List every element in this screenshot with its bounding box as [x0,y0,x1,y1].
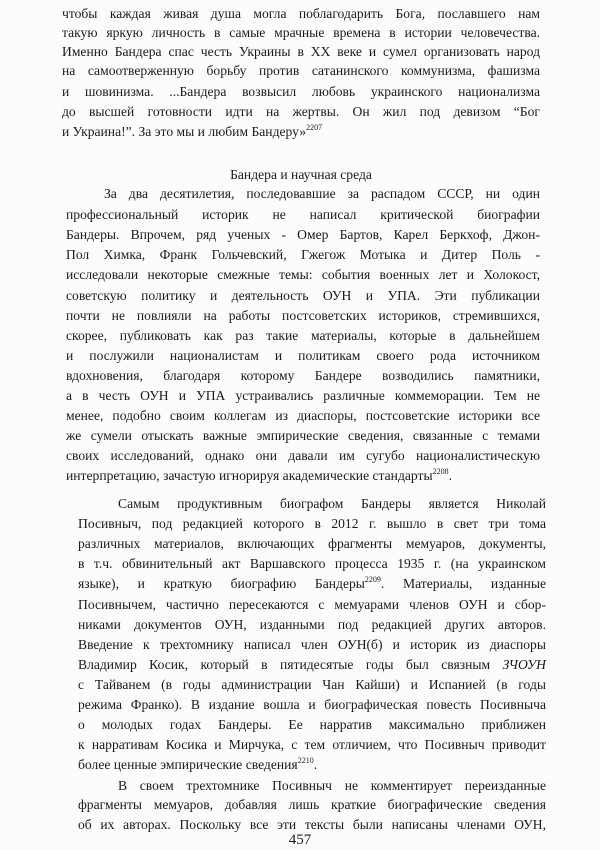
text-line: Бандеры. Впрочем, ряд ученых - Омер Бартов, Карел Беркхоф, Джон- [66,227,540,242]
text-line: более ценные эмпирические сведения$^{2210}$. [78,756,318,772]
text-line: фрагменты мемуаров, добавляя лишь краткие биографические сведения [78,797,546,812]
text-line: почти не повлияли на работы постсоветских историков, стремившихся, [66,308,540,323]
footnote-ref[interactable]: 2210 [297,756,314,765]
text-line: Введение к трехтомнику написал член ОУН(б) и историк из диаспоры [78,637,546,652]
footnote-ref[interactable]: 2207 [306,123,323,132]
text-line: Пол Химка, Франк Гольчевский, Гжегож Мотыка и Дитер Поль - [66,247,540,262]
text-line: Именно Бандера спас честь Украины в XX веке и сумел организовать народ [62,44,540,59]
text-line: Владимир Косик, который в пятидесятые годы был связным ЗЧОУН [78,657,546,672]
text-line: чтобы каждая живая душа могла поблагодарить Бога, пославшего нам [62,6,540,21]
text-line: об их авторах. Поскольку все эти тексты были написаны членами ОУН, [78,817,546,832]
text-line: За два десятилетия, последовавшие за распадом СССР, ни один [104,186,540,201]
text-line: вдохновения, благодаря которому Бандере возводились памятники, [66,368,540,383]
italic-abbreviation: ЗЧОУН [490,657,546,672]
text-line: в т.ч. обвинительный акт Варшавского процесса 1935 г. (на украинском [78,556,546,571]
text-line: Посивнычем, частично пересекаются с мемуарами членов ОУН и сбор- [78,597,546,612]
text-line: до высшей готовности идти на жертвы. Он жил под девизом “Бог [62,104,540,119]
text-line: профессиональный историк не написал критической биографии [66,207,540,222]
section-heading: Бандера и научная среда [230,167,372,182]
footnote-ref[interactable]: 2208 [432,467,449,476]
footnote-ref[interactable]: 2209 [364,575,381,584]
text-line: и Украина!”. За это мы и любим Бандеру»$^{2207}$ [62,123,323,139]
text-line: и послужили националистам и политикам своего рода источником [66,348,540,363]
text-line: такую яркую личность в самые мрачные времена в истории человечества. [62,25,540,40]
text-line: скорее, публиковать как раз такие материалы, которые в дальнейшем [66,328,540,343]
text-line: с Тайванем (в годы администрации Чан Кайши) и Испанией (в годы [78,677,546,692]
text-line: никами документов ОУН, изданными под редакцией других авторов. [78,617,546,632]
text-line: на самоотверженную борьбу против сатанинского коммунизма, фашизма [62,63,540,78]
text-line: своих исследований, однако они давали им сугубо националистическую [66,448,540,463]
text-line: языке), и краткую биографию Бандеры$^{2209}$. Материалы, изданные [78,575,546,591]
text-line: и шовинизма. ...Бандера возвысил любовь украинского национализма [62,84,540,99]
text-line: а в честь ОУН и УПА устраивались различные коммеморации. Тем не [66,388,540,403]
text-line: интерпретацию, зачастую игнорируя академические стандарты$^{2208}$. [66,467,453,483]
text-line: о молодых годах Бандеры. Ее нарратив максимально приближен [78,717,546,732]
text-line: Посивныч, под редакцией которого в 2012 г. вышло в свет три тома [78,516,546,531]
text-line: В своем трехтомнике Посивныч не комментирует переизданные [118,778,546,793]
text-line: Самым продуктивным биографом Бандеры является Николай [118,496,546,511]
text-line: различных материалов, включающих фрагменты мемуаров, документы, [78,536,546,551]
text-line: к нарративам Косика и Мирчука, с тем отличием, что Посивныч приводит [78,737,546,752]
text-line: менее, подобно своим коллегам из диаспоры, постсоветские историки все [66,408,540,423]
text-line: исследовали некоторые смежные темы: события военных лет и Холокост, [66,267,540,282]
text-line: советскую политику и деятельность ОУН и УПА. Эти публикации [66,288,540,303]
page-number: 457 [288,832,312,848]
text-line: же сумели отыскать важные эмпирические сведения, связанные с темами [66,428,540,443]
text-line: режима Франко). В издание вошла и биографическая повесть Посивныча [78,697,546,712]
